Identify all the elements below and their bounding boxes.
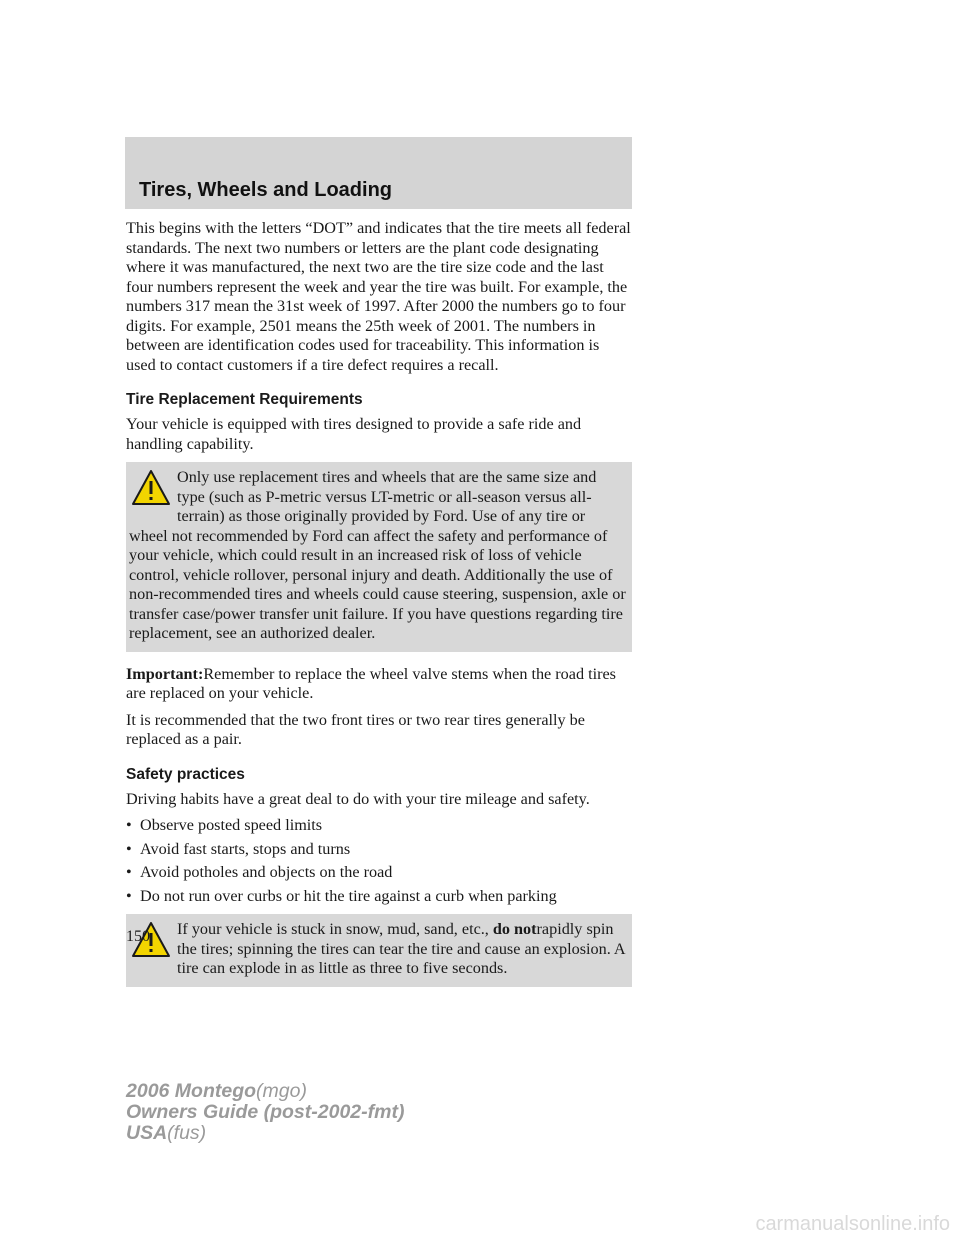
intro-paragraph: This begins with the letters “DOT” and indicates that the tire meets all federal standards. The next two numbers or letters are the plant code designating where it was manufactured, the next two are the tire size code and the last four numbers represent the week and year the tire was built. For example, the numbers 317 mean the 31st week of 1997. After 2000 the numbers go to four digits. For example, 2501 means the 25th week of 2001. The numbers in between are identification codes used for traceability. This information is used to contact customers if a tire defect requires a recall. xyxy=(126,219,631,374)
list-item-text: Avoid fast starts, stops and turns xyxy=(140,839,351,858)
section-header-band xyxy=(125,137,632,209)
list-item xyxy=(126,887,632,907)
safety-practices-body: Driving habits have a great deal to do with your tire mileage and safety. xyxy=(126,789,590,808)
spin-warning-text xyxy=(129,920,626,979)
spin-warning-pre: If your vehicle is stuck in snow, mud, sand, etc., xyxy=(177,920,493,938)
footer-guide-name: Owners Guide (post-2002-fmt) xyxy=(126,1101,405,1123)
bullet-icon: • xyxy=(126,816,132,834)
replacement-warning-box xyxy=(126,462,632,652)
page-content xyxy=(126,219,632,1000)
footer-model: 2006 Montego xyxy=(126,1080,257,1102)
important-note xyxy=(126,665,632,704)
tire-replacement-heading: Tire Replacement Requirements xyxy=(126,391,363,408)
safety-bullet-list xyxy=(126,816,632,906)
important-label: Important: xyxy=(126,664,204,683)
bullet-icon: • xyxy=(126,886,132,905)
bullet-icon: • xyxy=(126,839,132,858)
warning-triangle-icon xyxy=(131,468,171,508)
spin-warning-post: rapidly spin the tires; spinning the tires can tear the tire and cause an explosion. A tire can explode in as little as three to five seconds. xyxy=(177,920,625,977)
list-item xyxy=(126,863,632,883)
footer-line-3 xyxy=(126,1123,404,1144)
pair-recommendation: It is recommended that the two front tires or two rear tires generally be replaced as a pair. xyxy=(126,710,585,748)
spin-warning-box xyxy=(126,914,632,987)
important-text: Remember to replace the wheel valve stems when the road tires are replaced on your vehicle. xyxy=(126,664,616,702)
footer-model-code: (mgo) xyxy=(256,1080,307,1102)
list-item-text: Avoid potholes and objects on the road xyxy=(140,863,393,881)
safety-practices-heading: Safety practices xyxy=(126,765,245,783)
list-item-text: Observe posted speed limits xyxy=(140,816,323,834)
footer-market: USA xyxy=(126,1122,168,1144)
spin-warning-emphasis: do not xyxy=(492,920,537,938)
bullet-icon: • xyxy=(126,863,132,881)
watermark: carmanualsonline.info xyxy=(755,1213,950,1235)
replacement-warning-text: Only use replacement tires and wheels that are the same size and type (such as P-metric versus LT-metric or all-season versus all-terrain) as those originally provided by Ford. Use of any tire or wheel not recommended by Ford can affect the safety and performance of your vehicle, which could result in an increased risk of loss of vehicle control, vehicle rollover, personal injury and death. Additionally the use of non-recommended tires and wheels could cause steering, suspension, axle or transfer case/power transfer unit failure. If you have questions regarding tire replacement, see an authorized dealer. xyxy=(129,468,626,642)
list-item-text: Do not run over curbs or hit the tire against a curb when parking xyxy=(140,886,557,905)
footer-market-code: (fus) xyxy=(167,1122,207,1144)
footer-line-1 xyxy=(126,1081,404,1102)
section-title: Tires, Wheels and Loading xyxy=(139,179,393,201)
page-number: 150 xyxy=(126,928,150,945)
tire-replacement-body: Your vehicle is equipped with tires designed to provide a safe ride and handling capability. xyxy=(126,415,582,453)
list-item xyxy=(126,816,632,836)
list-item xyxy=(126,840,632,860)
document-footer xyxy=(126,1081,404,1144)
footer-line-2 xyxy=(126,1102,404,1123)
